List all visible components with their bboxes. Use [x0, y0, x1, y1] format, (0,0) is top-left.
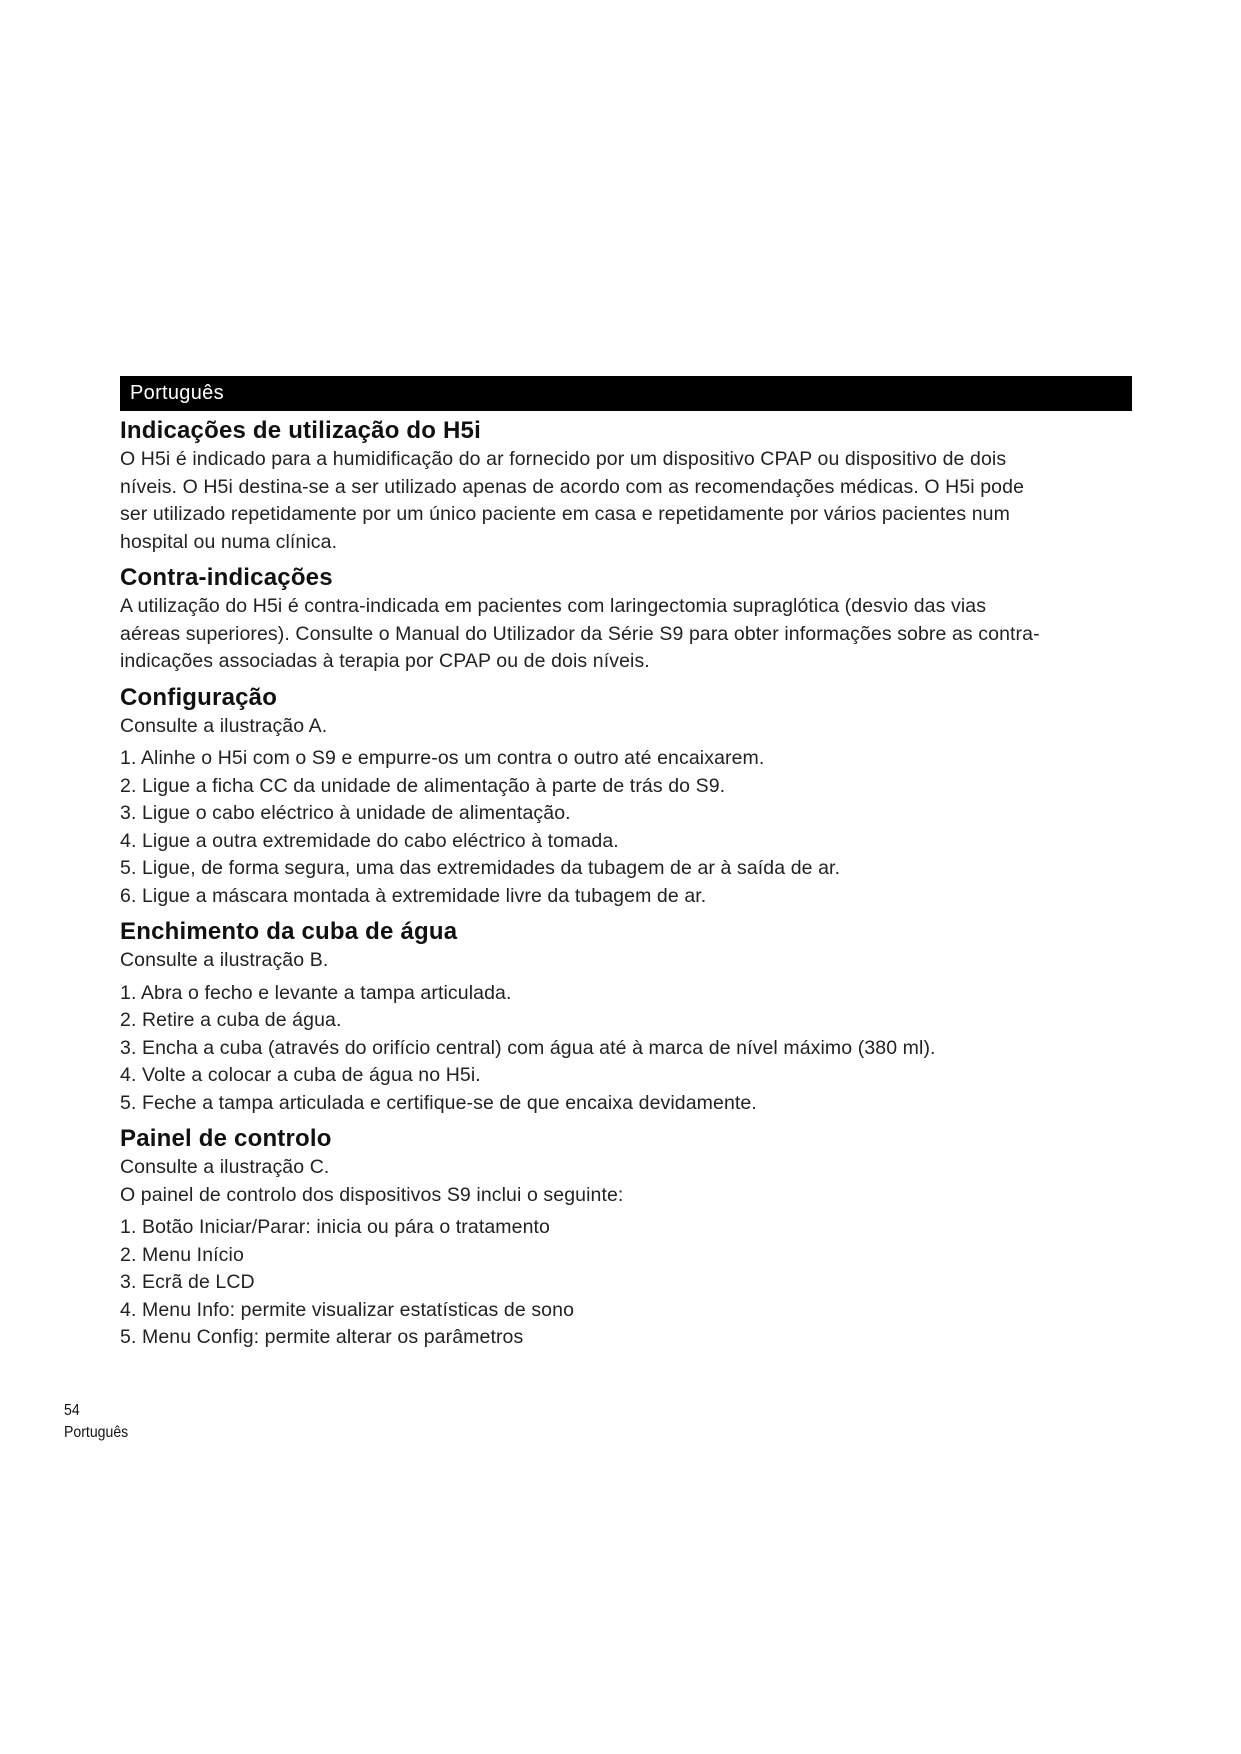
- list-item: 1. Alinhe o H5i com o S9 e empurre-os um contra o outro até encaixarem.: [120, 747, 765, 769]
- paragraph-line: ser utilizado repetidamente por um único paciente em casa e repetidamente por vários pacientes num: [120, 503, 1010, 525]
- footer-language: Português: [64, 1424, 129, 1441]
- list-item: 4. Ligue a outra extremidade do cabo eléctrico à tomada.: [120, 829, 619, 852]
- list-item: 1. Botão Iniciar/Parar: inicia ou pára o tratamento: [120, 1216, 550, 1238]
- section-title: Enchimento da cuba de água: [120, 918, 458, 945]
- section-filling: [120, 917, 1132, 1117]
- section-setup: [120, 683, 1132, 911]
- control-panel-list: [120, 1214, 1132, 1352]
- language-header-bar: [120, 376, 1132, 411]
- list-item: 1. Abra o fecho e levante a tampa articulada.: [120, 981, 512, 1004]
- list-item: 5. Ligue, de forma segura, uma das extremidades da tubagem de ar à saída de ar.: [120, 857, 841, 879]
- section-control-panel: [120, 1124, 1132, 1352]
- list-item: 6. Ligue a máscara montada à extremidade livre da tubagem de ar.: [120, 884, 707, 907]
- section-indications: [120, 416, 1132, 556]
- page-number: 54: [64, 1402, 80, 1419]
- page-footer: [64, 1400, 128, 1444]
- list-item: 5. Feche a tampa articulada e certifique-se de que encaixa devidamente.: [120, 1091, 757, 1114]
- setup-steps-list: [120, 745, 1132, 910]
- section-contraindications: [120, 563, 1132, 676]
- paragraph-line: aéreas superiores). Consulte o Manual do Utilizador da Série S9 para obter informações sobre as contra-: [120, 622, 1040, 645]
- paragraph-line: hospital ou numa clínica.: [120, 530, 338, 553]
- filling-steps-list: [120, 980, 1132, 1118]
- list-item: 3. Ecrã de LCD: [120, 1271, 255, 1293]
- list-item: 2. Menu Início: [120, 1243, 244, 1266]
- list-item: 2. Ligue a ficha CC da unidade de alimentação à parte de trás do S9.: [120, 774, 726, 797]
- list-item: 4. Volte a colocar a cuba de água no H5i.: [120, 1064, 481, 1086]
- document-content: [120, 416, 1132, 1352]
- paragraph-line: A utilização do H5i é contra-indicada em pacientes com laringectomia supraglótica (desvio das vias: [120, 595, 987, 617]
- list-item: 4. Menu Info: permite visualizar estatísticas de sono: [120, 1298, 575, 1321]
- section-title: Contra-indicações: [120, 564, 333, 591]
- paragraph-line: O H5i é indicado para a humidificação do ar fornecido por um dispositivo CPAP ou dispositivo de dois: [120, 448, 1007, 470]
- list-item: 3. Ligue o cabo eléctrico à unidade de alimentação.: [120, 802, 571, 824]
- list-item: 5. Menu Config: permite alterar os parâmetros: [120, 1326, 524, 1348]
- section-intro-secondary: O painel de controlo dos dispositivos S9 inclui o seguinte:: [120, 1183, 624, 1206]
- section-intro: Consulte a ilustração B.: [120, 949, 329, 971]
- section-title: Painel de controlo: [120, 1125, 332, 1152]
- list-item: 2. Retire a cuba de água.: [120, 1009, 342, 1031]
- section-intro: Consulte a ilustração C.: [120, 1156, 330, 1178]
- section-title: Configuração: [120, 683, 278, 711]
- section-title: Indicações de utilização do H5i: [120, 417, 481, 444]
- paragraph-line: indicações associadas à terapia por CPAP ou de dois níveis.: [120, 650, 650, 672]
- section-intro: Consulte a ilustração A.: [120, 714, 328, 737]
- language-header-label: Português: [130, 382, 224, 404]
- list-item: 3. Encha a cuba (através do orifício central) com água até à marca de nível máximo (380 ml).: [120, 1036, 936, 1059]
- paragraph-line: níveis. O H5i destina-se a ser utilizado apenas de acordo com as recomendações médicas. O H5i pode: [120, 475, 1025, 498]
